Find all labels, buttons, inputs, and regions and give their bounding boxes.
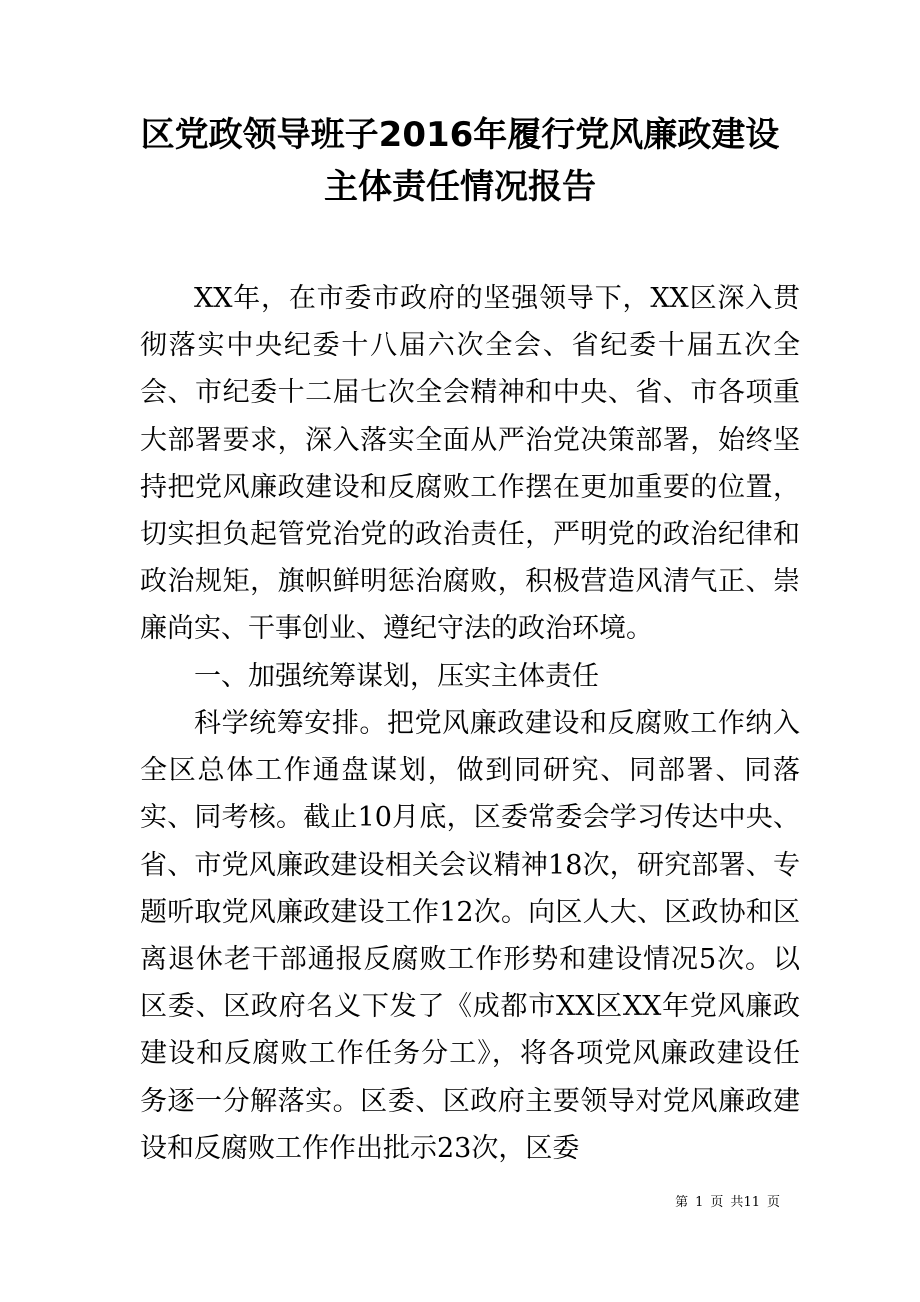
section-heading-1: 一、加强统筹谋划，压实主体责任 [194,661,599,692]
footer-total-prefix: 共 [730,1195,744,1210]
body-paragraph-2: 科学统筹安排。把党风廉政建设和反腐败工作纳入全区总体工作通盘谋划，做到同研究、同部署、同落实、同考核。截止10月底，区委常委会学习传达中央、省、市党风廉政建设相关会议精神18次，研究部署、专题听取党风廉政建设工作12次。向区人大、区政协和区离退休老干部通报反腐败工作形势和建设情况5次。以区委、区政府名义下发了《成都市XX区XX年党风廉政建设和反腐败工作任务分工》，将各项党风廉政建设任务逐一分解落实。区委、区政府主要领导对党风廉政建设和反腐败工作作出批示23次，区委 [140,708,800,1164]
footer-page-number: 1 [695,1195,704,1210]
footer-total-pages: 11 [743,1195,760,1210]
footer-total-unit: 页 [766,1195,780,1210]
document-title-line-2: 主体责任情况报告 [324,167,596,207]
footer-page-prefix: 第 [675,1195,689,1210]
footer-page-unit: 页 [710,1195,724,1210]
body-paragraph-1: XX年，在市委市政府的坚强领导下，XX区深入贯彻落实中央纪委十八届六次全会、省纪委十届五次全会、市纪委十二届七次全会精神和中央、省、市各项重大部署要求，深入落实全面从严治党决策部署，始终坚持把党风廉政建设和反腐败工作摆在更加重要的位置，切实担负起管党治党的政治责任，严明党的政治纪律和政治规矩，旗帜鲜明惩治腐败，积极营造风清气正、崇廉尚实、干事创业、遵纪守法的政治环境。 [140,283,800,645]
page-footer [675,1193,780,1213]
document-title-line-1: 区党政领导班子2016年履行党风廉政建设 [140,115,780,155]
